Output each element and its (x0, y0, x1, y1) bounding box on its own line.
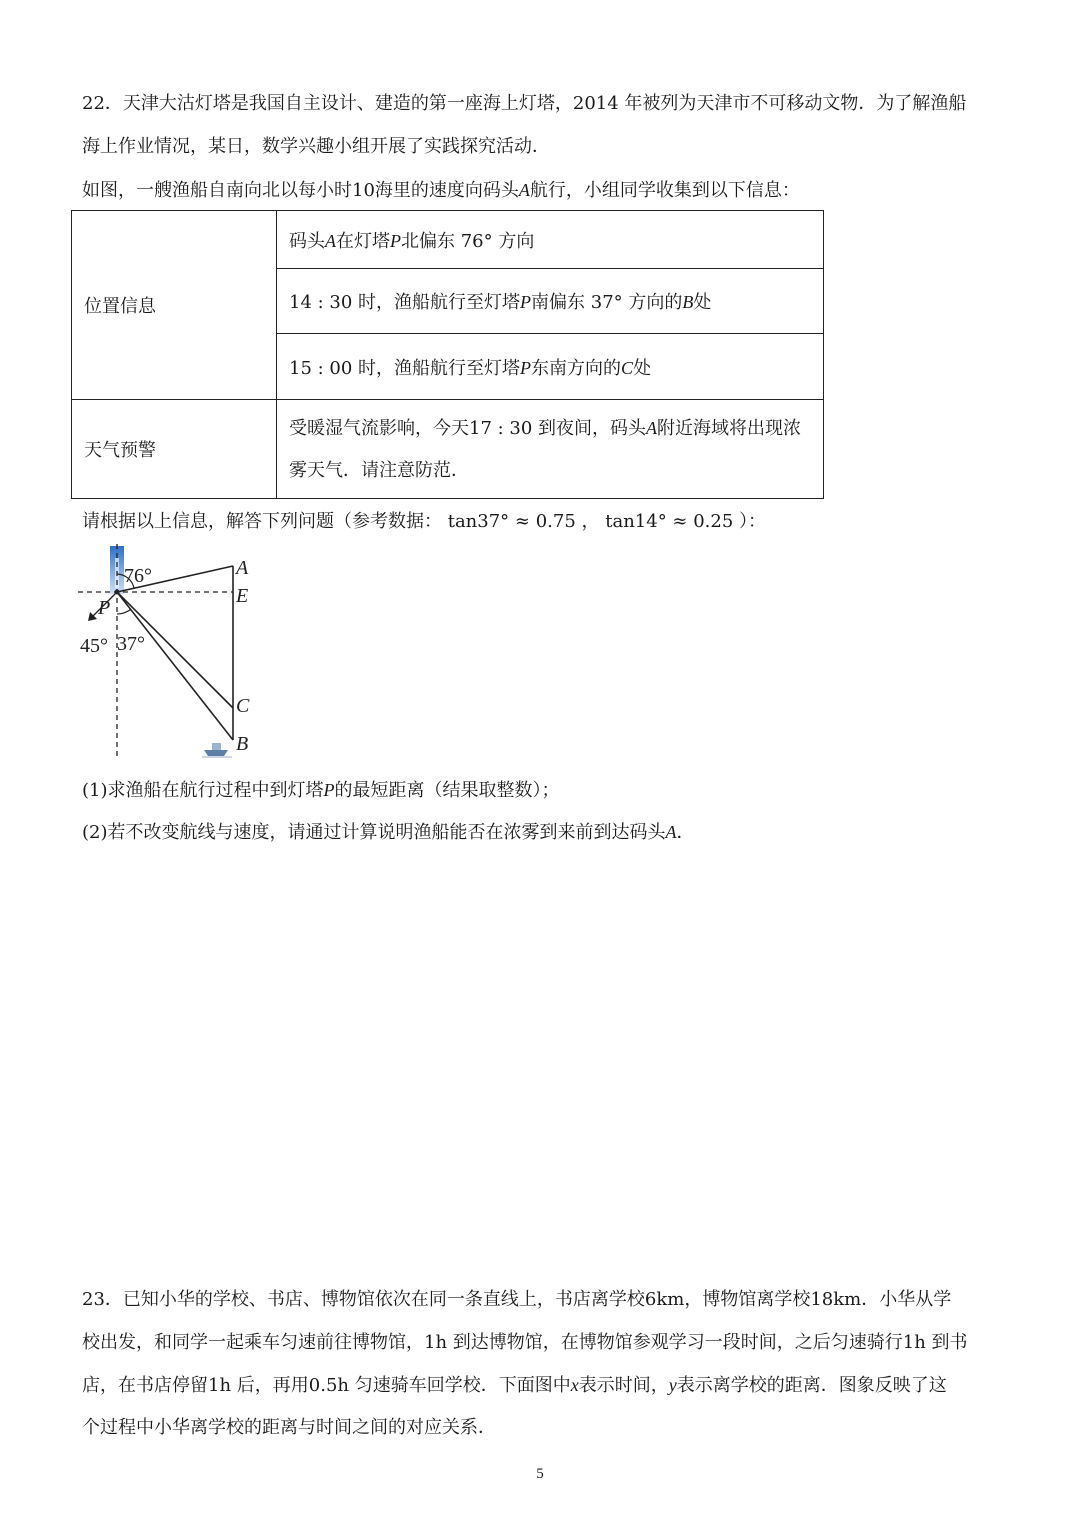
q22-line-3-text-end: 航行，小组同学收集到以下信息： (529, 180, 800, 201)
label-P: P (98, 597, 111, 619)
label-A: A (236, 557, 249, 579)
page-number: 5 (536, 1466, 544, 1482)
reference-data: 请根据以上信息，解答下列问题（参考数据： tan37° ≈ 0.75 ， tan14° ≈ 0.25 ）： (82, 511, 767, 532)
sub2-var: A (665, 822, 677, 842)
row2-text-b: 南偏东 37° 方向的 (531, 292, 683, 313)
q22-sub-1 (82, 776, 560, 805)
var-y: y (668, 1375, 677, 1395)
point-P (115, 590, 120, 595)
label-76: 76° (124, 565, 152, 587)
weather-warning-label: 天气预警 (72, 400, 277, 499)
q23-line-2: 校出发，和同学一起乘车匀速前往博物馆，1h 到达博物馆，在博物馆参观学习一段时间，之后匀速骑行1h 到书 (82, 1332, 968, 1353)
geometry-figure (76, 544, 286, 764)
var-A: A (518, 180, 530, 200)
q23-line-3-text-a: 店，在书店停留1h 后，再用0.5h 匀速骑车回学校．下面图中 (82, 1375, 571, 1396)
row3-var-a: P (520, 357, 532, 378)
sub2-text-b: ． (676, 822, 695, 843)
q22-line-3-text: 如图，一艘渔船自南向北以每小时10海里的速度向码头 (82, 180, 519, 201)
q23-line-3-text-c: 表示离学校的距离．图象反映了这 (676, 1375, 947, 1396)
label-45: 45° (80, 635, 108, 657)
row2-text-c: 处 (693, 292, 712, 313)
info-row-3 (277, 334, 824, 400)
label-B: B (236, 733, 249, 755)
q23-line-4: 个过程中小华离学校的距离与时间之间的对应关系． (82, 1417, 496, 1438)
q22-sub-2 (82, 818, 695, 847)
info-table (71, 210, 824, 499)
row1-text-c: 北偏东 76° 方向 (401, 230, 535, 252)
sub2-text-a: (2)若不改变航线与速度，请通过计算说明渔船能否在浓雾到来前到达码头 (82, 822, 666, 843)
angle-arc-37 (117, 609, 131, 614)
weather-text-a: 受暖湿气流影响，今天17 : 30 到夜间，码头 (289, 417, 647, 439)
q22-line-3 (82, 176, 800, 205)
row1-text-a: 码头 (289, 230, 325, 252)
var-x: x (570, 1375, 579, 1395)
position-info-label: 位置信息 (72, 211, 277, 400)
row1-var-a: A (325, 230, 336, 251)
row2-text-a: 14 : 30 时，渔船航行至灯塔 (289, 292, 521, 313)
line-PB (117, 592, 233, 740)
info-row-1 (277, 211, 824, 269)
q23-line-1: 23．已知小华的学校、书店、博物馆依次在同一条直线上，书店离学校6km，博物馆离学校18km．小华从学 (82, 1289, 952, 1310)
q23-line-3-text-b: 表示时间， (578, 1375, 669, 1396)
weather-text-b: 附近海域将出现浓雾天气．请注意防范． (289, 417, 802, 481)
row2-var-a: P (520, 292, 532, 312)
sub1-text-b: 的最短距离（结果取整数）； (334, 780, 560, 801)
ship-icon (202, 743, 232, 757)
label-C: C (236, 695, 250, 717)
weather-var-a: A (646, 417, 658, 438)
label-37: 37° (117, 633, 145, 655)
q23-line-3 (82, 1371, 947, 1400)
q22-line-2: 海上作业情况，某日，数学兴趣小组开展了实践探究活动． (82, 136, 550, 157)
row2-var-b: B (682, 292, 694, 312)
weather-warning-text (277, 400, 824, 499)
row1-var-b: P (390, 230, 401, 251)
sub1-var: P (323, 780, 335, 800)
row3-text-b: 东南方向的 (531, 357, 622, 379)
label-E: E (236, 585, 249, 607)
row3-var-b: C (621, 357, 634, 378)
q22-line-1: 22．天津大沽灯塔是我国自主设计、建造的第一座海上灯塔，2014 年被列为天津市不可移动文物．为了解渔船 (82, 93, 967, 114)
info-row-2 (277, 269, 824, 334)
row3-text-c: 处 (633, 357, 652, 379)
row1-text-b: 在灯塔 (336, 230, 390, 252)
sub1-text-a: (1)求渔船在航行过程中到灯塔 (82, 780, 324, 801)
row3-text-a: 15 : 00 时，渔船航行至灯塔 (289, 357, 521, 379)
